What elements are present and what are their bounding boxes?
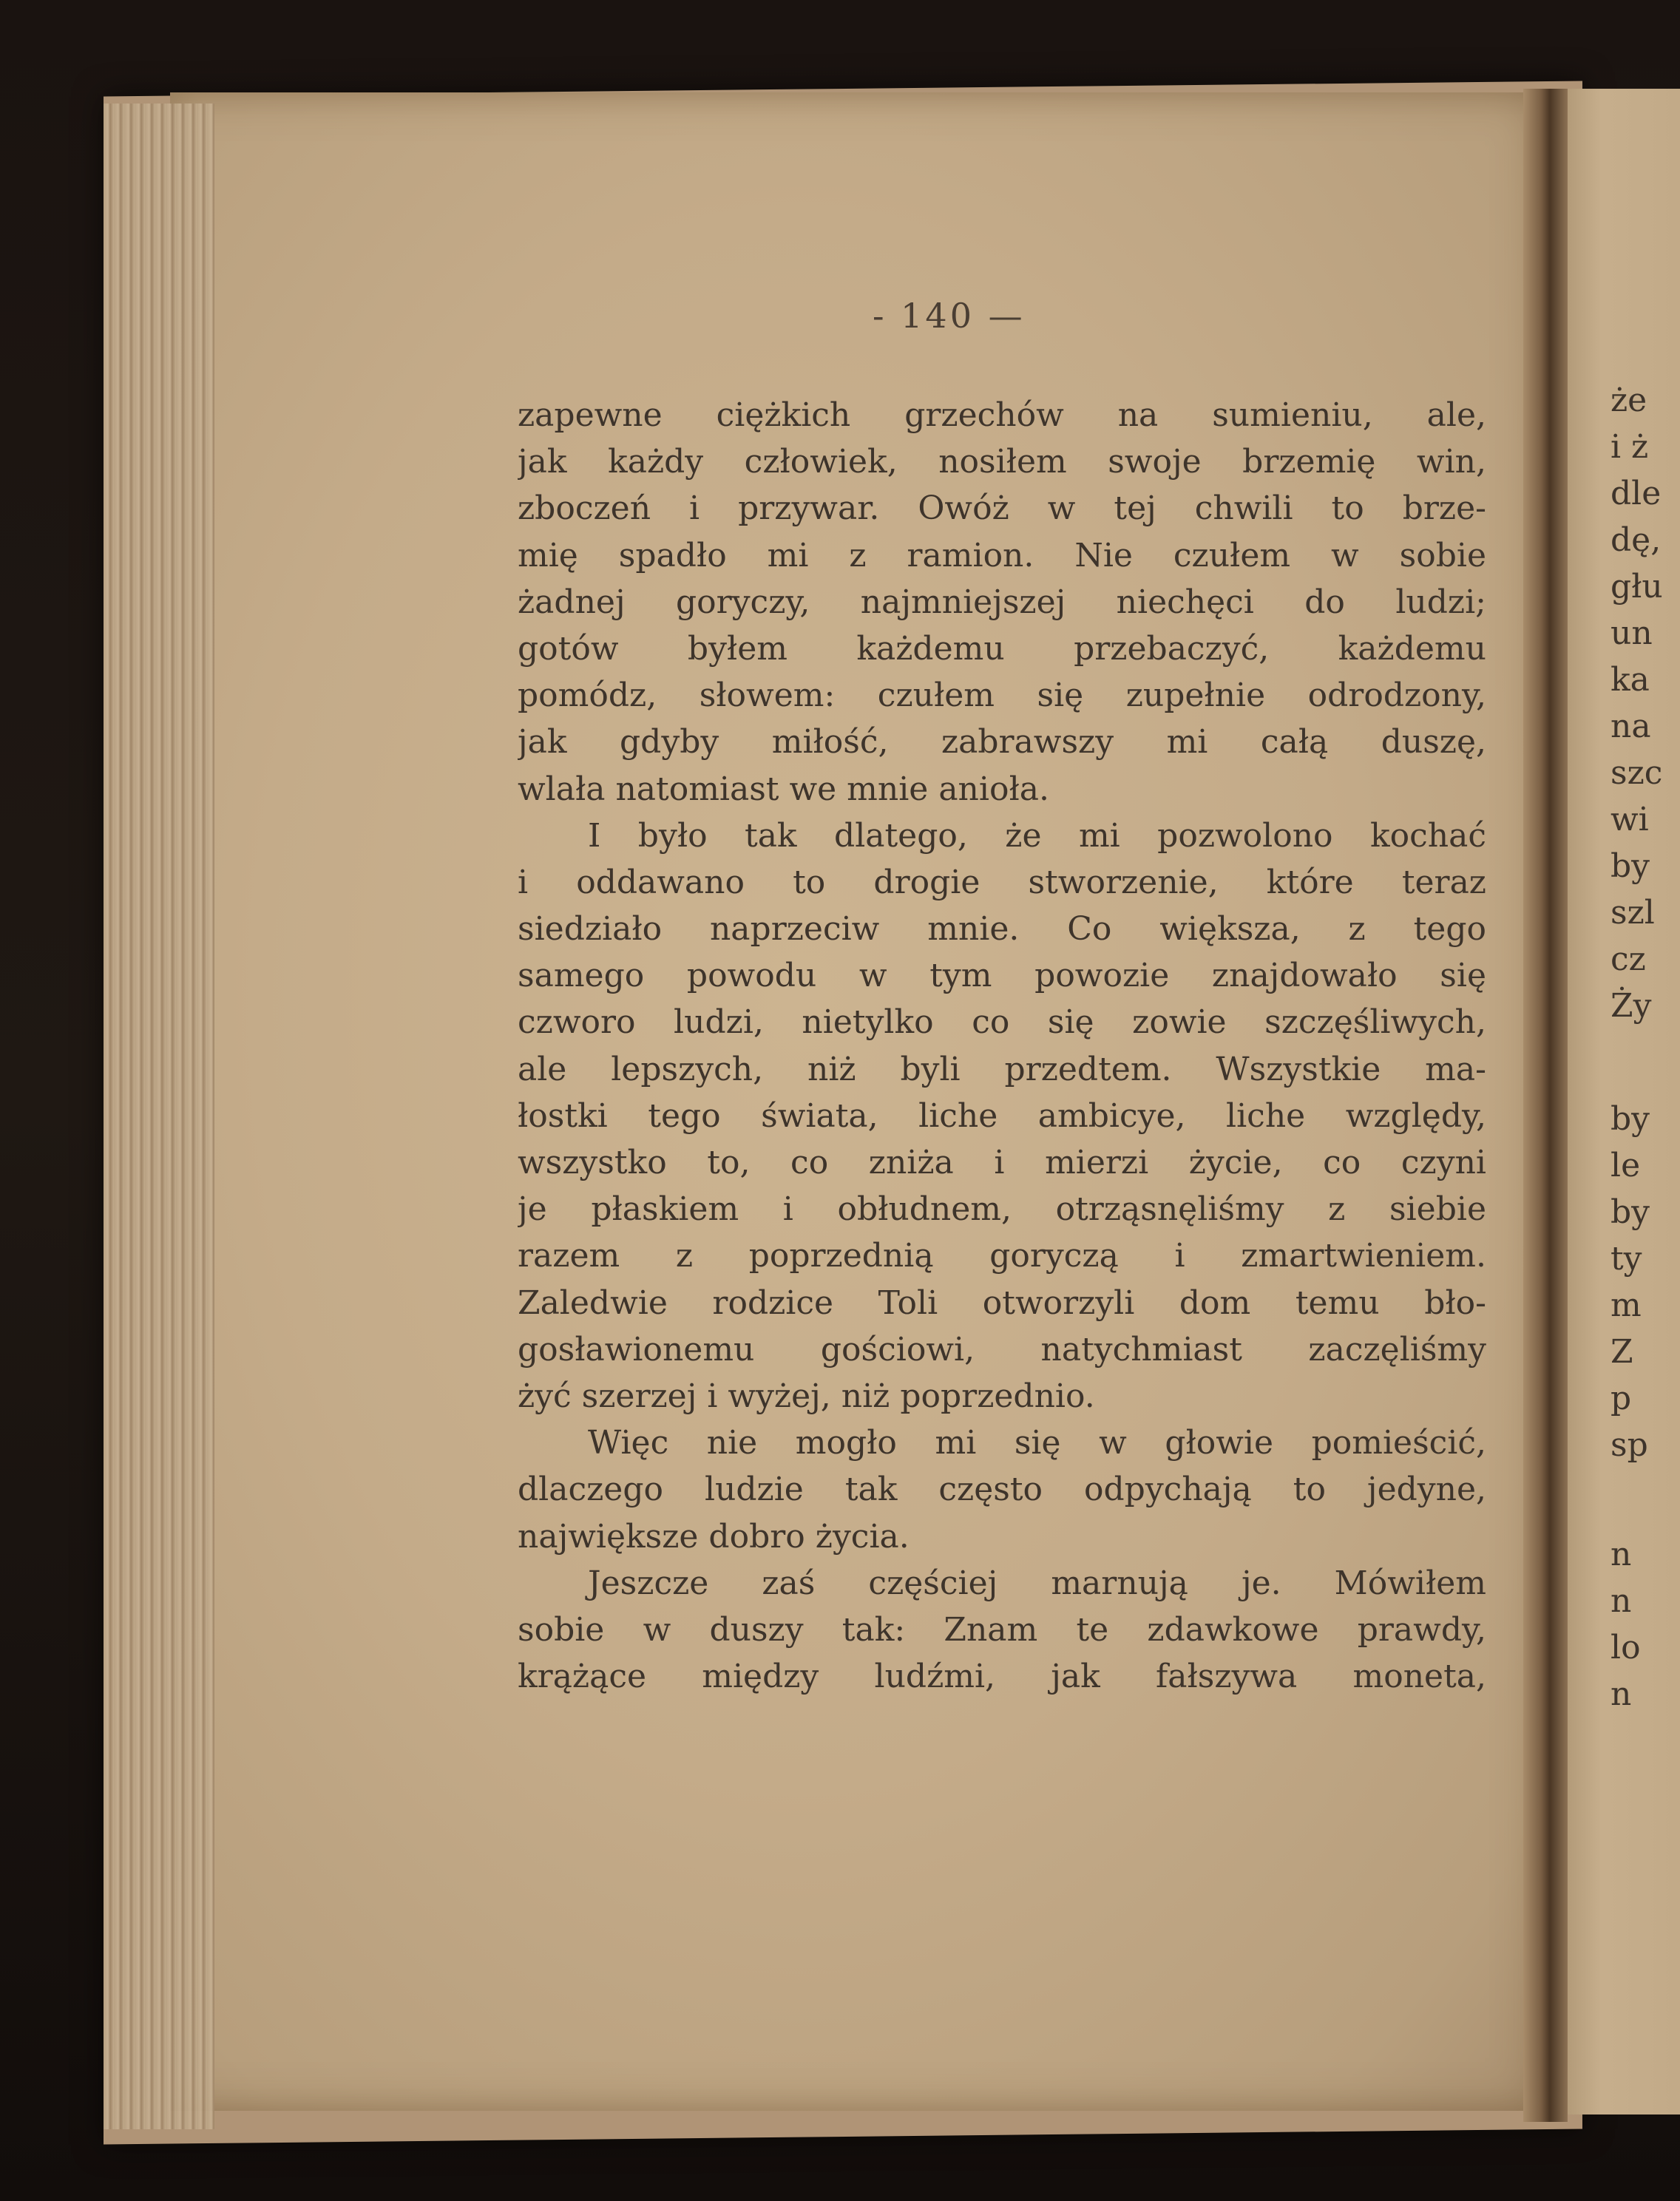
right-page-fragment: by — [1610, 1100, 1650, 1138]
text-line: i oddawano to drogie stworzenie, które teraz — [518, 863, 1486, 901]
text-line: I było tak dlatego, że mi pozwolono kochać — [588, 816, 1486, 855]
right-page-fragment: dle — [1610, 475, 1662, 512]
right-page-fragment: p — [1610, 1380, 1632, 1417]
right-page-fragment: le — [1610, 1147, 1641, 1184]
page-edges — [104, 104, 214, 2129]
text-line: mię spadło mi z ramion. Nie czułem w sobie — [518, 536, 1486, 574]
right-page-fragment: wi — [1610, 801, 1649, 838]
text-line: sobie w duszy tak: Znam te zdawkowe prawdy, — [518, 1610, 1486, 1649]
right-page-fragment: szc — [1610, 754, 1663, 792]
right-page-fragment: by — [1610, 1193, 1650, 1231]
text-line: Więc nie mogło mi się w głowie pomieścić, — [588, 1424, 1486, 1462]
text-line: jak każdy człowiek, nosiłem swoje brzemię win, — [518, 443, 1486, 481]
text-line: czworo ludzi, nietylko co się zowie szczęśliwych, — [518, 1003, 1486, 1042]
right-page-fragment: n — [1610, 1536, 1632, 1573]
text-line: siedziało naprzeciw mnie. Co większa, z tego — [518, 910, 1486, 949]
text-line: Zaledwie rodzice Toli otworzyli dom temu bło- — [518, 1283, 1486, 1322]
page-number: - 140 — — [873, 296, 1026, 336]
right-page-fragment: dę, — [1610, 521, 1662, 559]
text-line: ale lepszych, niż byli przedtem. Wszystkie ma- — [518, 1050, 1486, 1088]
right-page-fragment: un — [1610, 614, 1653, 652]
right-page-fragment: n — [1610, 1675, 1632, 1713]
right-page-fragment: że — [1610, 381, 1647, 419]
text-line: żyć szerzej i wyżej, niż poprzednio. — [518, 1377, 1095, 1415]
right-page-fragment: lo — [1610, 1629, 1641, 1666]
text-line: Jeszcze zaś częściej marnują je. Mówiłem — [588, 1564, 1486, 1602]
right-page-fragment: szl — [1610, 894, 1655, 932]
right-page-fragment: n — [1610, 1582, 1632, 1620]
text-line: największe dobro życia. — [518, 1517, 910, 1556]
text-line: gotów byłem każdemu przebaczyć, każdemu — [518, 629, 1486, 668]
right-page-fragment: ty — [1610, 1240, 1642, 1278]
right-page-fragment: m — [1610, 1286, 1642, 1324]
text-line: wlała natomiast we mnie anioła. — [518, 770, 1049, 808]
right-page-fragment: na — [1610, 708, 1651, 745]
right-page-fragment: głu — [1610, 568, 1663, 606]
right-page-fragment: Ży — [1610, 987, 1652, 1025]
text-line: pomódz, słowem: czułem się zupełnie odrodzony, — [518, 676, 1486, 715]
text-line: żadnej goryczy, najmniejszej niechęci do ludzi; — [518, 583, 1486, 621]
text-line: samego powodu w tym powozie znajdowało się — [518, 957, 1486, 995]
text-line: dlaczego ludzie tak często odpychają to jedyne, — [518, 1471, 1486, 1509]
right-page-fragment: ka — [1610, 661, 1650, 699]
text-line: zapewne ciężkich grzechów na sumieniu, ale, — [518, 396, 1486, 434]
text-line: jak gdyby miłość, zabrawszy mi całą duszę, — [518, 723, 1486, 762]
text-line: gosławionemu gościowi, natychmiast zaczęliśmy — [518, 1330, 1486, 1369]
text-line: zboczeń i przywar. Owóż w tej chwili to brze- — [518, 489, 1486, 528]
book-gutter — [1523, 89, 1568, 2122]
right-page-fragment: Z — [1610, 1333, 1633, 1371]
right-page-fragment: cz — [1610, 940, 1646, 978]
right-page-fragment: sp — [1610, 1426, 1648, 1464]
right-page-fragment: i ż — [1610, 428, 1649, 466]
right-page-fragment: by — [1610, 847, 1650, 885]
left-page-text — [518, 392, 1486, 1700]
text-line: łostki tego świata, liche ambicye, liche względy, — [518, 1096, 1486, 1135]
text-line: je płaskiem i obłudnem, otrząsnęliśmy z siebie — [518, 1190, 1486, 1229]
text-line: wszystko to, co zniża i mierzi życie, co czyni — [518, 1144, 1486, 1181]
text-line: krążące między ludźmi, jak fałszywa moneta, — [518, 1658, 1486, 1696]
right-page-text-fragments — [1610, 377, 1677, 1717]
text-line: razem z poprzednią goryczą i zmartwieniem. — [518, 1237, 1486, 1275]
